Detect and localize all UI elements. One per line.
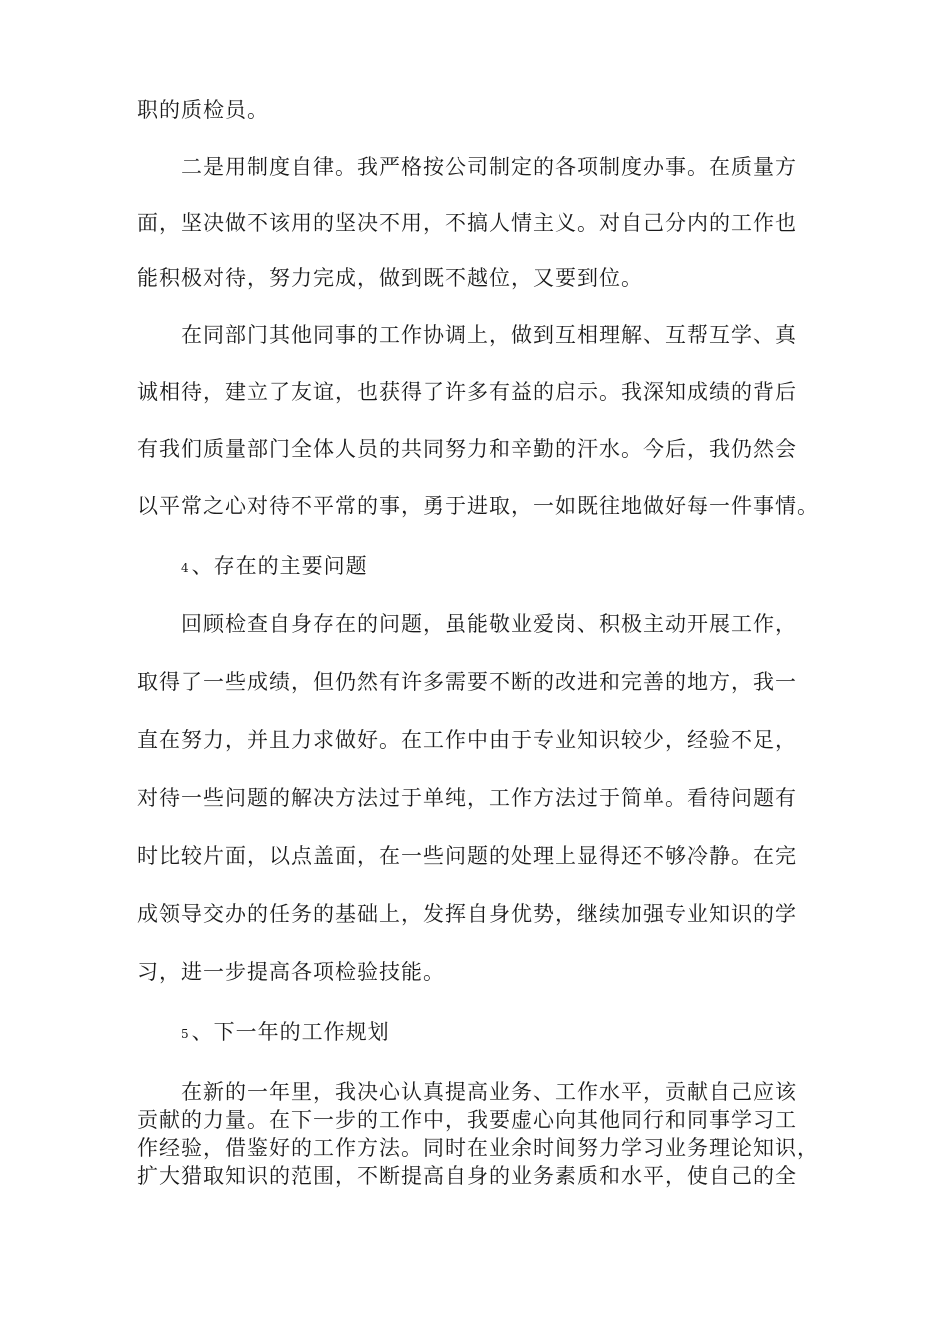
paragraph-line: 成领导交办的任务的基础上，发挥自身优势，继续加强专业知识的学 [137, 902, 797, 926]
paragraph-line: 贡献的力量。在下一步的工作中，我要虚心向其他同行和同事学习工 [137, 1108, 797, 1132]
section-title: 、下一年的工作规划 [191, 1020, 390, 1044]
paragraph-line: 职的质检员。 [137, 98, 269, 122]
paragraph-line: 在新的一年里，我决心认真提高业务、工作水平，贡献自己应该 [181, 1080, 797, 1104]
section-heading-5 [181, 1017, 390, 1049]
paragraph-line: 取得了一些成绩，但仍然有许多需要不断的改进和完善的地方，我一 [137, 670, 797, 694]
paragraph-line: 时比较片面，以点盖面，在一些问题的处理上显得还不够冷静。在完 [137, 844, 797, 868]
section-heading-4 [181, 551, 368, 583]
paragraph-line: 作经验，借鉴好的工作方法。同时在业余时间努力学习业务理论知识， [137, 1136, 819, 1160]
paragraph-line: 直在努力，并且力求做好。在工作中由于专业知识较少，经验不足， [137, 728, 797, 752]
paragraph-line: 有我们质量部门全体人员的共同努力和辛勤的汗水。今后，我仍然会 [137, 437, 797, 461]
paragraph-line: 诚相待，建立了友谊，也获得了许多有益的启示。我深知成绩的背后 [137, 380, 797, 404]
paragraph-line: 回顾检查自身存在的问题，虽能敬业爱岗、积极主动开展工作， [181, 612, 797, 636]
section-number: 5 [181, 1027, 190, 1041]
paragraph-line: 以平常之心对待不平常的事，勇于进取，一如既往地做好每一件事情。 [137, 494, 819, 518]
paragraph-line: 在同部门其他同事的工作协调上，做到互相理解、互帮互学、真 [181, 323, 797, 347]
paragraph-line: 对待一些问题的解决方法过于单纯，工作方法过于简单。看待问题有 [137, 786, 797, 810]
section-number: 4 [181, 561, 190, 575]
paragraph-line: 面，坚决做不该用的坚决不用，不搞人情主义。对自己分内的工作也 [137, 211, 797, 235]
paragraph-line: 扩大猎取知识的范围，不断提高自身的业务素质和水平，使自己的全 [137, 1164, 797, 1188]
section-title: 、存在的主要问题 [191, 554, 368, 578]
paragraph-line: 能积极对待，努力完成，做到既不越位，又要到位。 [137, 266, 643, 290]
paragraph-line: 二是用制度自律。我严格按公司制定的各项制度办事。在质量方 [181, 155, 797, 179]
paragraph-line: 习，进一步提高各项检验技能。 [137, 960, 445, 984]
